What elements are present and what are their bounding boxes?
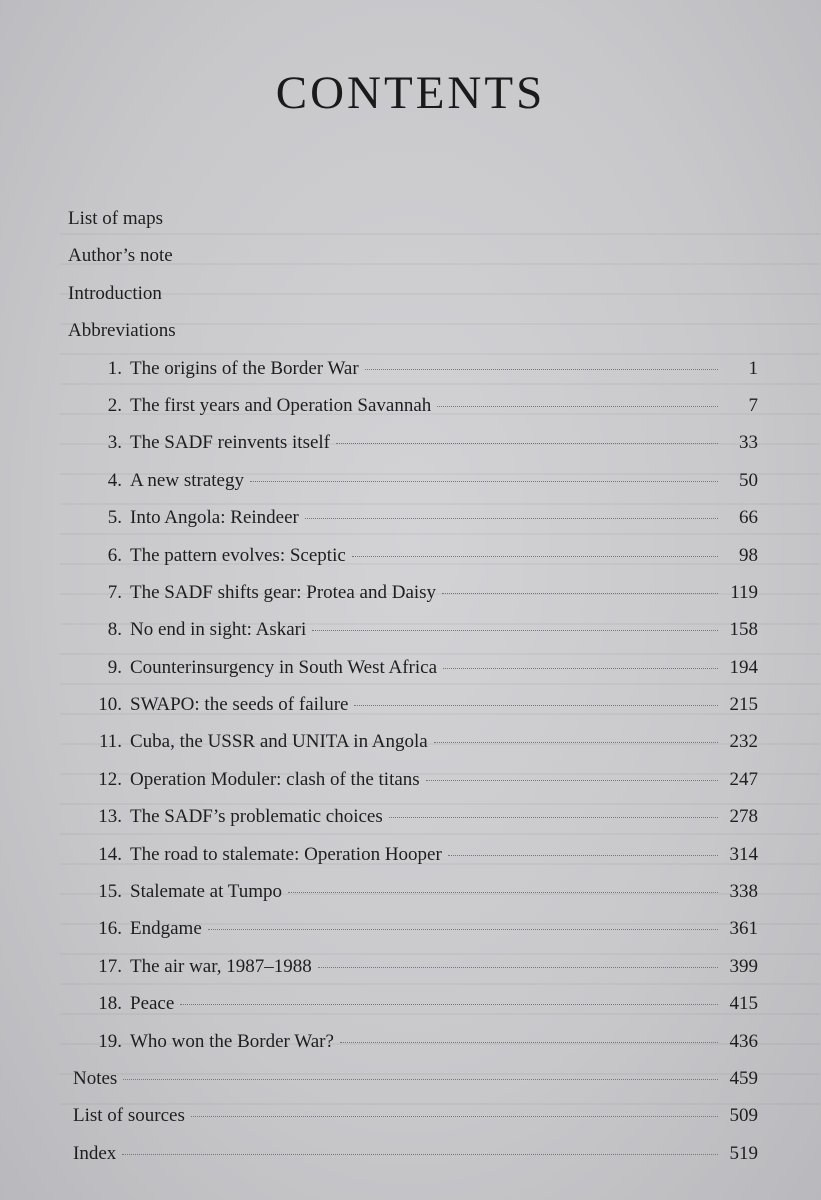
chapter-page: 215 [729, 694, 758, 716]
chapter-title: Stalemate at Tumpo [130, 881, 282, 903]
toc-chapter-entry [68, 844, 758, 881]
dot-leader [365, 369, 718, 370]
chapter-number: 7. [107, 581, 122, 603]
toc-chapter-entry [68, 993, 758, 1030]
dot-leader [122, 1154, 718, 1155]
page-title: CONTENTS [275, 67, 546, 119]
chapter-title: The first years and Operation Savannah [130, 394, 432, 416]
chapter-page: 338 [729, 881, 758, 903]
chapter-number: 14. [98, 843, 122, 865]
toc-back-entry [68, 1068, 758, 1105]
chapter-title: The road to stalemate: Operation Hooper [130, 843, 442, 865]
dot-leader [340, 1042, 718, 1043]
chapter-number: 13. [98, 806, 122, 828]
chapter-title: The pattern evolves: Sceptic [130, 544, 346, 566]
dot-leader [434, 742, 718, 743]
toc-front-entry [68, 283, 758, 320]
chapter-title: Cuba, the USSR and UNITA in Angola [130, 731, 428, 753]
chapter-title: Counterinsurgency in South West Africa [130, 656, 438, 678]
dot-leader [437, 406, 718, 407]
chapter-page: 33 [739, 432, 758, 454]
chapter-title: Operation Moduler: clash of the titans [130, 768, 420, 790]
chapter-number: 11. [98, 731, 122, 753]
dot-leader [250, 481, 718, 482]
back-entry-label: Index [73, 1142, 117, 1164]
dot-leader [352, 556, 718, 557]
dot-leader [336, 443, 718, 444]
chapter-title: The SADF’s problematic choices [130, 806, 383, 828]
chapter-title: The air war, 1987–1988 [130, 955, 312, 977]
front-entry-label: List of maps [68, 208, 163, 229]
chapter-number: 8. [107, 619, 122, 641]
chapter-number: 17. [98, 955, 122, 977]
table-of-contents [68, 208, 758, 1180]
dot-leader [288, 892, 718, 893]
dot-leader [443, 668, 718, 669]
chapter-number: 2. [107, 394, 122, 416]
toc-chapter-entry [68, 1031, 758, 1068]
toc-chapter-entry [68, 694, 758, 731]
chapter-page: 1 [748, 357, 758, 379]
chapter-number: 5. [107, 507, 122, 529]
chapter-number: 12. [98, 768, 122, 790]
chapter-page: 361 [729, 918, 758, 940]
toc-chapter-entry [68, 507, 758, 544]
toc-chapter-entry [68, 731, 758, 768]
toc-chapter-entry [68, 918, 758, 955]
chapter-page: 436 [729, 1030, 758, 1052]
chapter-title: Peace [130, 993, 175, 1015]
chapter-page: 50 [739, 469, 758, 491]
chapter-title: Who won the Border War? [130, 1030, 334, 1052]
chapter-page: 232 [729, 731, 758, 753]
toc-chapter-entry [68, 619, 758, 656]
dot-leader [312, 630, 718, 631]
dot-leader [442, 593, 718, 594]
chapter-number: 1. [107, 357, 122, 379]
chapter-page: 7 [748, 394, 758, 416]
chapter-title: A new strategy [130, 469, 244, 491]
dot-leader [426, 780, 718, 781]
toc-chapter-entry [68, 395, 758, 432]
chapter-page: 194 [729, 656, 758, 678]
chapter-page: 247 [729, 768, 758, 790]
dot-leader [208, 929, 718, 930]
toc-chapter-entry [68, 582, 758, 619]
chapter-page: 119 [730, 581, 758, 603]
toc-chapter-entry [68, 881, 758, 918]
dot-leader [191, 1116, 718, 1117]
chapter-number: 19. [98, 1030, 122, 1052]
chapter-number: 10. [98, 694, 122, 716]
chapter-number: 4. [107, 469, 122, 491]
chapter-number: 9. [107, 656, 122, 678]
front-entry-label: Introduction [68, 282, 162, 304]
toc-back-entry [68, 1105, 758, 1142]
chapter-page: 399 [729, 955, 758, 977]
chapter-number: 16. [98, 918, 122, 940]
chapter-title: The SADF reinvents itself [130, 432, 331, 454]
toc-chapter-entry [68, 769, 758, 806]
chapter-title: The origins of the Border War [130, 357, 359, 379]
dot-leader [448, 855, 718, 856]
toc-chapter-entry [68, 806, 758, 843]
chapter-page: 415 [729, 993, 758, 1015]
dot-leader [180, 1004, 718, 1005]
chapter-title: Into Angola: Reindeer [130, 507, 299, 529]
chapter-page: 314 [729, 843, 758, 865]
toc-front-entry [68, 320, 758, 357]
chapter-number: 3. [107, 432, 122, 454]
dot-leader [389, 817, 718, 818]
back-entry-page: 459 [729, 1067, 758, 1089]
front-entry-label: Author’s note [68, 245, 173, 267]
chapter-number: 15. [98, 881, 122, 903]
chapter-title: The SADF shifts gear: Protea and Daisy [130, 581, 437, 603]
toc-chapter-entry [68, 657, 758, 694]
front-entry-label: Abbreviations [68, 320, 176, 342]
chapter-title: SWAPO: the seeds of failure [130, 694, 349, 716]
toc-chapter-entry [68, 358, 758, 395]
chapter-page: 158 [729, 619, 758, 641]
toc-chapter-entry [68, 956, 758, 993]
chapter-title: No end in sight: Askari [130, 619, 307, 641]
toc-chapter-entry [68, 432, 758, 469]
chapter-page: 278 [729, 806, 758, 828]
dot-leader [354, 705, 718, 706]
dot-leader [123, 1079, 718, 1080]
toc-front-entry [68, 208, 758, 245]
chapter-number: 6. [107, 544, 122, 566]
dot-leader [318, 967, 718, 968]
chapter-number: 18. [98, 993, 122, 1015]
back-entry-page: 509 [729, 1105, 758, 1127]
toc-chapter-entry [68, 470, 758, 507]
back-entry-label: List of sources [73, 1105, 185, 1127]
back-entry-label: Notes [73, 1067, 118, 1089]
toc-back-entry [68, 1143, 758, 1180]
toc-chapter-entry [68, 545, 758, 582]
dot-leader [305, 518, 718, 519]
toc-front-entry [68, 245, 758, 282]
chapter-page: 98 [739, 544, 758, 566]
chapter-title: Endgame [130, 918, 202, 940]
back-entry-page: 519 [729, 1142, 758, 1164]
chapter-page: 66 [739, 507, 758, 529]
